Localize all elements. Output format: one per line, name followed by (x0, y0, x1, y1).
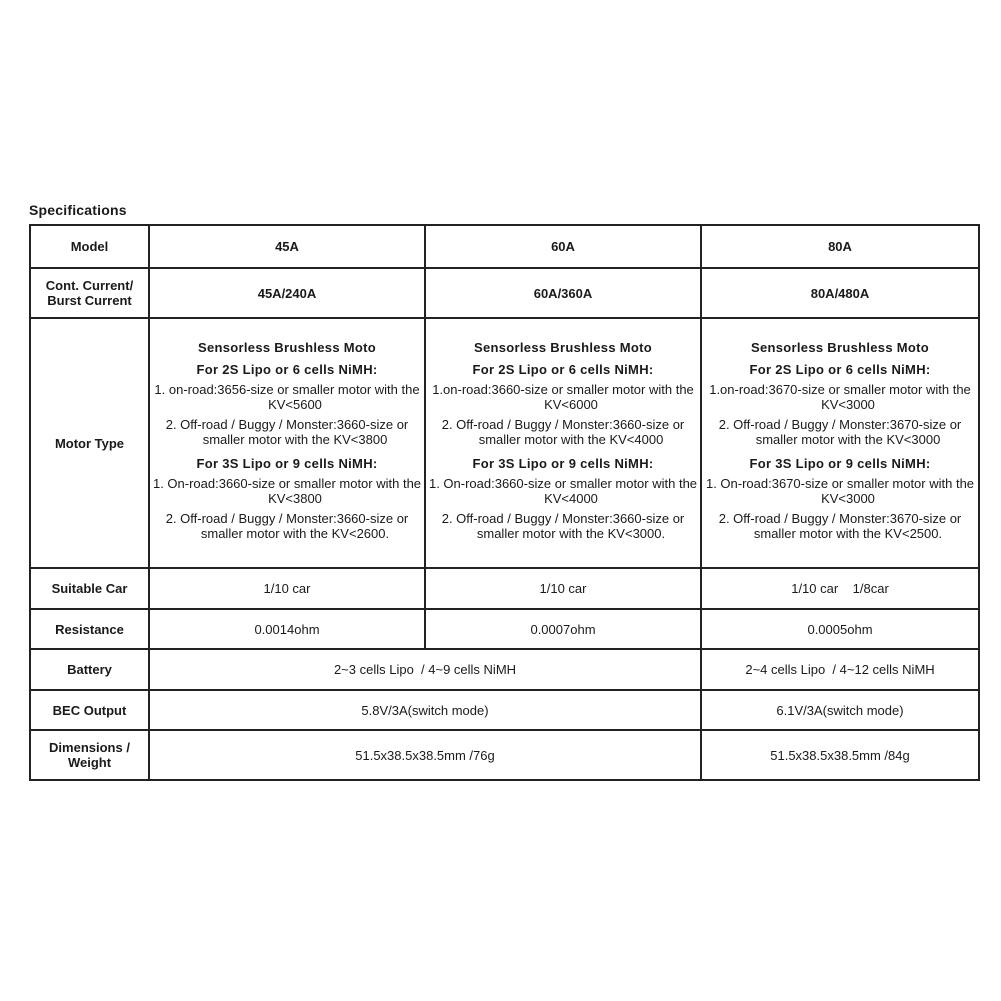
model-label: Model (30, 225, 149, 268)
resistance-60a: 0.0007ohm (425, 609, 701, 649)
resistance-80a: 0.0005ohm (701, 609, 979, 649)
motor-title: Sensorless Brushless Moto (751, 340, 929, 355)
suitable-car-label: Suitable Car (30, 568, 149, 609)
motor-spec-item: 1.on-road:3660-size or smaller motor with the KV<6000 (432, 382, 694, 412)
suitable-car-60a: 1/10 car (425, 568, 701, 609)
motor-spec-item: 2. Off-road / Buggy / Monster:3660-size or smaller motor with the KV<2600. (165, 511, 409, 541)
model-45a: 45A (149, 225, 425, 268)
page-title: Specifications (29, 202, 127, 218)
bec-label: BEC Output (30, 690, 149, 730)
table-row-bec (30, 690, 979, 730)
motor-section-heading: For 2S Lipo or 6 cells NiMH: (196, 362, 378, 377)
battery-label: Battery (30, 649, 149, 690)
table-row-motor (30, 318, 979, 568)
motor-section-heading: For 2S Lipo or 6 cells NiMH: (472, 362, 654, 377)
table-row-model (30, 225, 979, 268)
dimensions-45a-60a: 51.5x38.5x38.5mm /76g (149, 730, 701, 780)
bec-80a: 6.1V/3A(switch mode) (701, 690, 979, 730)
battery-45a-60a: 2~3 cells Lipo / 4~9 cells NiMH (149, 649, 701, 690)
current-80a: 80A/480A (701, 268, 979, 318)
resistance-45a: 0.0014ohm (149, 609, 425, 649)
motor-spec-item: 2. Off-road / Buggy / Monster:3660-size or smaller motor with the KV<3000. (441, 511, 685, 541)
battery-80a: 2~4 cells Lipo / 4~12 cells NiMH (701, 649, 979, 690)
current-60a: 60A/360A (425, 268, 701, 318)
motor-spec-item: 1. on-road:3656-size or smaller motor with the KV<5600 (154, 382, 420, 412)
resistance-label: Resistance (30, 609, 149, 649)
motor-spec-item: 2. Off-road / Buggy / Monster:3670-size or smaller motor with the KV<3000 (718, 417, 962, 447)
motor-spec-item: 2. Off-road / Buggy / Monster:3660-size or smaller motor with the KV<3800 (165, 417, 409, 447)
dimensions-80a: 51.5x38.5x38.5mm /84g (701, 730, 979, 780)
dimensions-label: Dimensions / Weight (30, 730, 149, 780)
table-row-suitable-car (30, 568, 979, 609)
table-row-resistance (30, 609, 979, 649)
motor-spec-item: 1. On-road:3660-size or smaller motor with the KV<4000 (428, 476, 698, 506)
suitable-car-80a: 1/10 car 1/8car (701, 568, 979, 609)
suitable-car-45a: 1/10 car (149, 568, 425, 609)
motor-spec-item: 1. On-road:3670-size or smaller motor with the KV<3000 (705, 476, 975, 506)
motor-spec-item: 2. Off-road / Buggy / Monster:3660-size or smaller motor with the KV<4000 (441, 417, 685, 447)
motor-section-heading: For 3S Lipo or 9 cells NiMH: (472, 456, 654, 471)
table-row-battery (30, 649, 979, 690)
motor-section-heading: For 3S Lipo or 9 cells NiMH: (196, 456, 378, 471)
motor-section-heading: For 3S Lipo or 9 cells NiMH: (749, 456, 931, 471)
spec-table (29, 224, 980, 781)
model-60a: 60A (425, 225, 701, 268)
motor-title: Sensorless Brushless Moto (474, 340, 652, 355)
motor-label: Motor Type (30, 318, 149, 568)
motor-cell-45a (149, 318, 425, 568)
motor-spec-item: 1. On-road:3660-size or smaller motor with the KV<3800 (152, 476, 422, 506)
table-row-dimensions (30, 730, 979, 780)
motor-spec-item: 2. Off-road / Buggy / Monster:3670-size or smaller motor with the KV<2500. (718, 511, 962, 541)
motor-title: Sensorless Brushless Moto (198, 340, 376, 355)
current-label: Cont. Current/ Burst Current (30, 268, 149, 318)
motor-section-heading: For 2S Lipo or 6 cells NiMH: (749, 362, 931, 377)
motor-cell-60a (425, 318, 701, 568)
motor-spec-item: 1.on-road:3670-size or smaller motor with the KV<3000 (709, 382, 971, 412)
table-row-current (30, 268, 979, 318)
model-80a: 80A (701, 225, 979, 268)
current-45a: 45A/240A (149, 268, 425, 318)
bec-45a-60a: 5.8V/3A(switch mode) (149, 690, 701, 730)
motor-cell-80a (701, 318, 979, 568)
